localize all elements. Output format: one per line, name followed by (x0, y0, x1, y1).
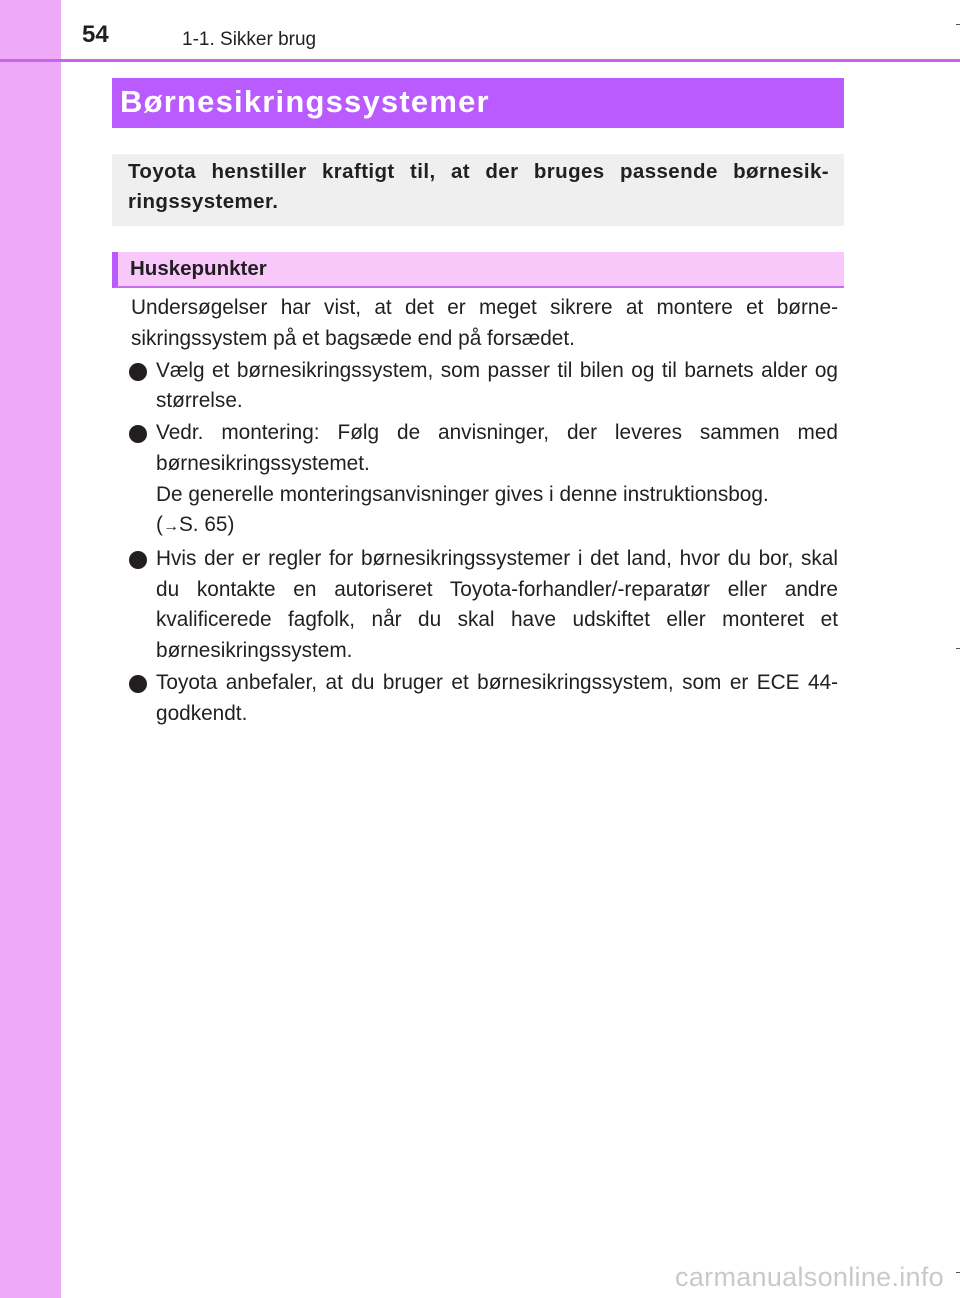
header-rule (0, 59, 960, 62)
ref-text: S. 65) (178, 513, 235, 537)
bullet-dot-icon (129, 363, 147, 381)
lead-paragraph: Undersøgelser har vist, at det er meget sikrere at montere et børne-sikringssystem på et bagsæde end på forsædet. (131, 296, 838, 350)
bullet-item (131, 668, 838, 729)
crop-mark-middle (956, 648, 960, 649)
bullet-item (131, 356, 838, 417)
arrow-right-icon: → (162, 518, 179, 536)
bullet-dot-icon (129, 425, 147, 443)
bullet-text: Hvis der er regler for børnesikringssystemer i det land, hvor du bor, skal du kontakte en autoriseret Toyota-forhandler/-reparatør eller andre kvalificerede fagfolk, når du skal have udskiftet eller monteret et børnesikringssystem. (156, 547, 838, 663)
bullet-item (131, 544, 838, 666)
body-text (131, 293, 838, 731)
bullet-text: Vælg et børnesikringssystem, som passer til bilen og til barnets alder og størrelse. (156, 358, 838, 413)
crop-mark-top (956, 24, 960, 25)
watermark: carmanualsonline.info (675, 1262, 944, 1292)
page-number: 54 (82, 21, 109, 48)
page-reference[interactable] (156, 510, 838, 543)
bullet-text: Toyota anbefaler, at du bruger et børnesikringssystem, som er ECE 44-godkendt. (156, 671, 838, 725)
ref-open: ( (156, 513, 163, 537)
bullet-dot-icon (129, 551, 147, 569)
header-section-title: 1-1. Sikker brug (182, 29, 317, 50)
side-band (0, 0, 61, 1298)
section-title: Børnesikringssystemer (112, 78, 844, 128)
subheading: Huskepunkter (112, 252, 844, 288)
bullet-text: Vedr. montering: Følg de anvisninger, der leveres sammen med børnesikringssystemet. (156, 421, 838, 475)
bullet-note: De generelle monteringsanvisninger gives i denne instruktionsbog. (156, 482, 769, 506)
bullet-item (131, 418, 838, 542)
bullet-dot-icon (129, 675, 147, 693)
intro-box: Toyota henstiller kraftigt til, at der bruges passende børnesik-ringssystemer. (112, 154, 844, 226)
crop-mark-bottom (956, 1272, 960, 1273)
